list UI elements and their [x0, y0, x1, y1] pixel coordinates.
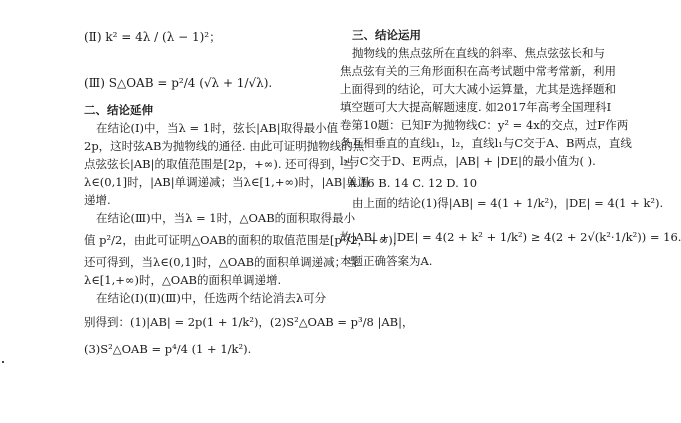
paragraph-line: l₂与C交于D、E两点，|AB| + |DE|的最小值为( ). — [340, 154, 596, 168]
section-heading-extension: 二、结论延伸 — [84, 103, 153, 117]
paragraph-line: 抛物线的焦点弦所在直线的斜率、焦点弦弦长和与 — [352, 46, 605, 60]
paragraph-line: 点弦弦长|AB|的取值范围是[2p，+∞). 还可得到，当 — [84, 157, 355, 171]
paragraph-line: 条互相垂直的直线l₁，l₂，直线l₁与C交于A、B两点，直线 — [340, 136, 632, 150]
paragraph-line: 卷第10题：已知F为抛物线C：y² = 4x的交点，过F作两 — [340, 118, 629, 132]
paragraph-line: 在结论(Ⅰ)(Ⅱ)(Ⅲ)中，任选两个结论消去λ可分 — [96, 291, 327, 305]
paragraph-line: 还可得到，当λ∈(0,1]时，△OAB的面积单调递减；当 — [84, 255, 358, 269]
conclusion-2-equation: (Ⅱ) k² = 4λ / (λ − 1)²； — [84, 30, 222, 44]
solution-step: 由上面的结论(1)得|AB| = 4(1 + 1/k²)，|DE| = 4(1 + k²). — [352, 196, 664, 210]
paragraph-line: 别得到：(1)|AB| = 2p(1 + 1/k²)，(2)S²△OAB = p³/8 |AB|， — [84, 315, 414, 329]
paragraph-line: 递增. — [84, 193, 111, 207]
answer-options: A.16 B. 14 C. 12 D. 10 — [348, 176, 478, 190]
solution-step: 故|AB| + |DE| = 4(2 + k² + 1/k²) ≥ 4(2 + 2√(k²·1/k²)) = 16. — [340, 230, 681, 244]
paragraph-line: λ∈(0,1]时，|AB|单调递减；当λ∈[1,+∞)时，|AB|单调 — [84, 175, 370, 189]
paragraph-line: 在结论(Ⅰ)中，当λ = 1时，弦长|AB|取得最小值 — [96, 121, 339, 135]
paragraph-line: 焦点弦有关的三角形面积在高考试题中常考常新，利用 — [340, 64, 616, 78]
paragraph-line: 在结论(Ⅲ)中，当λ = 1时，△OAB的面积取得最小 — [96, 211, 356, 225]
formula-3: (3)S²△OAB = p⁴/4 (1 + 1/k²). — [84, 342, 252, 356]
paragraph-line: 上面得到的结论，可大大减小运算量，尤其是选择题和 — [340, 82, 616, 96]
paragraph-line: 值 p²/2，由此可证明△OAB的面积的取值范围是[p²/2，+∞)， — [84, 233, 405, 247]
section-heading-application: 三、结论运用 — [352, 28, 421, 42]
final-answer: 本题正确答案为A. — [340, 254, 433, 268]
paragraph-line: 填空题可大大提高解题速度. 如2017年高考全国理科Ⅰ — [340, 100, 612, 114]
conclusion-3-equation: (Ⅲ) S△OAB = p²/4 (√λ + 1/√λ). — [84, 76, 273, 90]
paragraph-line: 2p，这时弦AB为抛物线的通径. 由此可证明抛物线的焦 — [84, 139, 365, 153]
scan-dot — [2, 361, 4, 363]
paragraph-line: λ∈[1,+∞)时，△OAB的面积单调递增. — [84, 273, 282, 287]
